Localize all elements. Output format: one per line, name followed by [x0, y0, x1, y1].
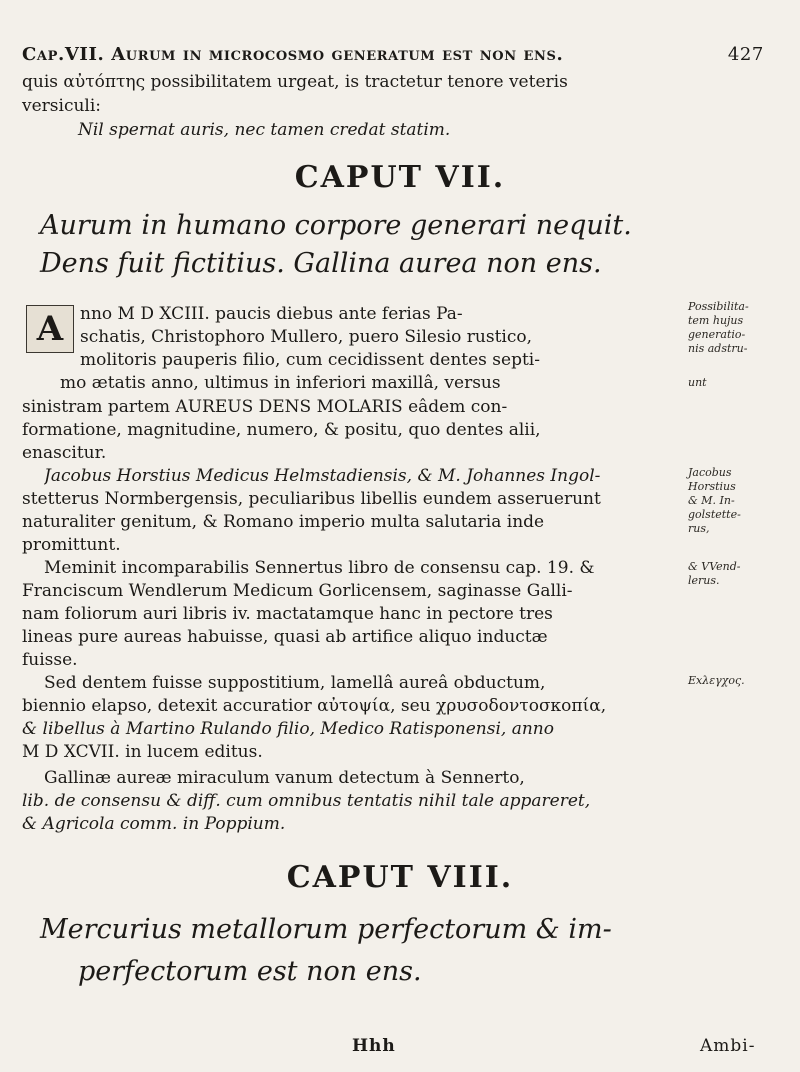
body-line: Gallinæ aureæ miraculum vanum detectum à Sennerto, — [44, 768, 525, 788]
margin-note: Exλεγχος. — [688, 674, 745, 687]
body-line: & libellus à Martino Rulando filio, Medico Ratisponensi, anno — [22, 719, 554, 739]
body-line: enascitur. — [22, 443, 107, 463]
body-line: molitoris pauperis filio, cum cecidissent dentes septi- — [80, 350, 540, 370]
body-line: naturaliter genitum, & Romano imperio multa salutaria inde — [22, 512, 545, 532]
body-line: Franciscum Wendlerum Medicum Gorlicensem, saginasse Galli- — [22, 581, 573, 601]
margin-note: tem hujus — [688, 314, 744, 327]
margin-note: rus, — [688, 522, 710, 535]
chapter7-subtitle-2: Dens fuit fictitius. Gallina aurea non ens. — [40, 248, 602, 279]
catchword: Ambi- — [700, 1036, 756, 1056]
chapter8-subtitle-1: Mercurius metallorum perfectorum & im- — [40, 914, 612, 945]
margin-note: & VVend- — [688, 560, 741, 573]
running-head-chapter: Cap.VII. Aurum in microcosmo generatum est non ens. — [22, 44, 564, 65]
body-line: biennio elapso, detexit accuratior αὐτοψία, seu χρυσοδοντοσκοπία, — [22, 696, 607, 716]
body-line: & Agricola comm. in Poppium. — [22, 814, 286, 834]
chapter8-heading: CAPUT VIII. — [286, 860, 514, 895]
margin-note: unt — [688, 376, 707, 389]
body-line: Sed dentem fuisse suppostitium, lamellâ aureâ obductum, — [44, 673, 546, 693]
margin-note: Horstius — [688, 480, 736, 493]
page-number: 427 — [727, 44, 764, 65]
margin-note: golstette- — [688, 508, 741, 521]
body-line: Jacobus Horstius Medicus Helmstadiensis, & M. Johannes Ingol- — [44, 466, 601, 486]
body-line: nam foliorum auri libris iv. mactatamque hanc in pectore tres — [22, 604, 553, 624]
body-line: stetterus Normbergensis, peculiaribus libellis eundem asseruerunt — [22, 489, 601, 509]
dropcap-initial: A — [26, 305, 74, 353]
body-line: fuisse. — [22, 650, 78, 670]
body-line: Meminit incomparabilis Sennertus libro de consensu cap. 19. & — [44, 558, 595, 578]
intro-line-2: versiculi: — [22, 96, 102, 116]
margin-note: nis adstru- — [688, 342, 748, 355]
body-line: lib. de consensu & diff. cum omnibus tentatis nihil tale appareret, — [22, 791, 591, 811]
chapter7-heading: CAPUT VII. — [294, 160, 506, 195]
running-head — [22, 44, 782, 65]
margin-note: Jacobus — [688, 466, 732, 479]
margin-note: & M. In- — [688, 494, 735, 507]
body-line: lineas pure aureas habuisse, quasi ab artifice aliquo inductæ — [22, 627, 548, 647]
margin-note: lerus. — [688, 574, 720, 587]
body-line: mo ætatis anno, ultimus in inferiori maxillâ, versus — [60, 373, 501, 393]
body-line: nno M D XCIII. paucis diebus ante ferias Pa- — [80, 304, 463, 324]
body-line: promittunt. — [22, 535, 121, 555]
body-line: schatis, Christophoro Mullero, puero Silesio rustico, — [80, 327, 532, 347]
signature-mark: Hhh — [352, 1036, 396, 1056]
intro-verse: Nil spernat auris, nec tamen credat statim. — [78, 120, 451, 140]
chapter7-subtitle-1: Aurum in humano corpore generari nequit. — [40, 210, 632, 241]
margin-note: Possibilita- — [688, 300, 749, 313]
body-line: sinistram partem AUREUS DENS MOLARIS eâdem con- — [22, 397, 508, 417]
body-line: M D XCVII. in lucem editus. — [22, 742, 263, 762]
body-line: formatione, magnitudine, numero, & positu, quo dentes alii, — [22, 420, 541, 440]
margin-note: generatio- — [688, 328, 746, 341]
intro-line-1: quis αὐτόπτης possibilitatem urgeat, is tractetur tenore veteris — [22, 72, 568, 92]
chapter8-subtitle-2: perfectorum est non ens. — [78, 956, 422, 987]
